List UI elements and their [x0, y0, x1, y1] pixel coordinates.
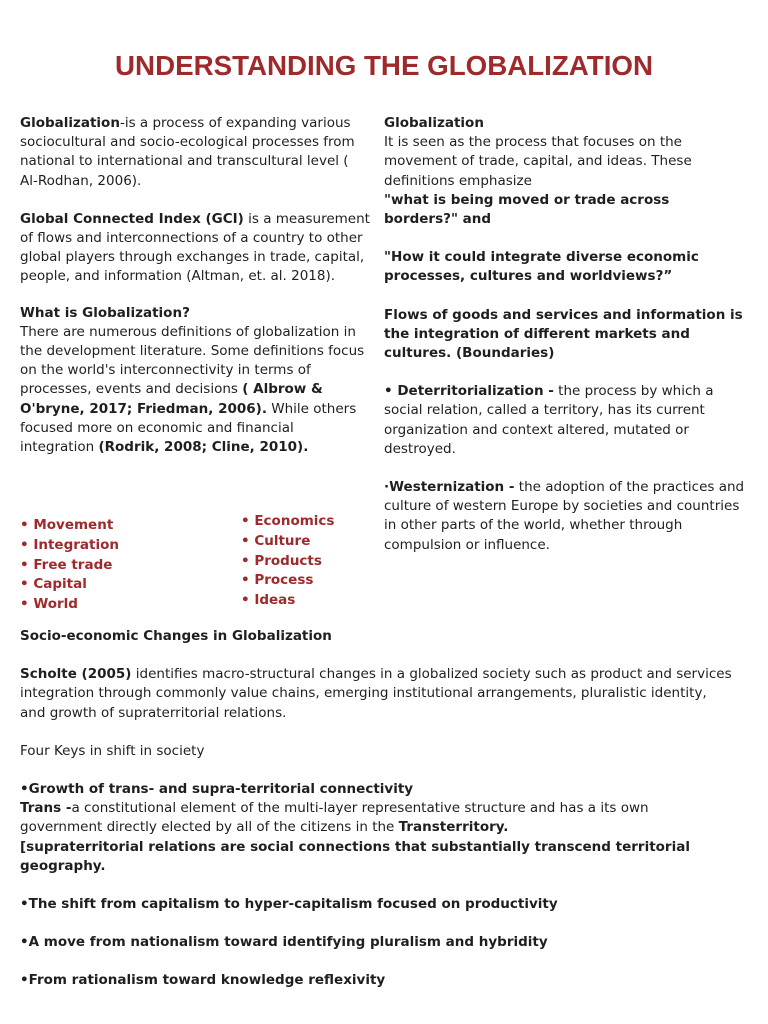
keyword-item: • Free trade: [20, 556, 113, 573]
section-heading: Globalization: [384, 115, 484, 131]
question-2: "How it could integrate diverse economic processes, cultures and worldviews?”: [384, 249, 699, 285]
keyword-list-b: [241, 512, 334, 611]
keyword-item: • Capital: [20, 576, 87, 593]
term-scholte: Scholte (2005): [20, 666, 132, 683]
key-3-para: [20, 933, 732, 952]
term-westernization: ·Westernization -: [384, 479, 515, 496]
supraterritorial-note: [supraterritorial relations are social connections that substantially transcend territorial geography.: [20, 838, 690, 874]
keyword-item: • Culture: [241, 532, 311, 549]
body-text: There are numerous definitions of globalization in the development literature. Some definitions focus on the world's interconnectivity in terms of processes, events and decisions: [20, 323, 365, 398]
keyword-item: • Movement: [20, 517, 114, 533]
key-4-para: [20, 971, 732, 990]
term-globalization: Globalization: [20, 115, 120, 131]
keyword-item: • Process: [241, 572, 314, 589]
definition-text: -is a process of expanding various sociocultural and socio-ecological processes from national to international and transcultural level ( Al-Rodhan, 2006).: [20, 115, 355, 189]
key-1: •Growth of trans- and supra-territorial connectivity: [20, 781, 414, 798]
westernization-para: [384, 478, 746, 555]
socio-economic-heading: [20, 627, 732, 646]
four-keys-intro: Four Keys in shift in society: [20, 742, 205, 759]
term-transterritory: Transterritory.: [398, 819, 509, 836]
keyword-item: • Ideas: [241, 592, 296, 609]
key-2-para: [20, 895, 732, 914]
question-1: "what is being moved or trade across borders?" and: [384, 191, 670, 228]
what-is-globalization: [20, 304, 370, 458]
page-title: UNDERSTANDING THE GLOBALIZATION: [115, 50, 653, 81]
key-1-para: [20, 780, 732, 876]
term-gci: Global Connected Index (GCI): [20, 210, 244, 227]
globalization-process: [384, 114, 746, 229]
body-text: a constitutional element of the multi-layer representative structure and has a its own government directly elected by all of the citizens in the: [20, 800, 649, 836]
body-text: While others focused more on economic and financial integration: [20, 400, 357, 456]
keyword-item: • World: [20, 596, 78, 613]
key-4: •From rationalism toward knowledge reflexivity: [20, 972, 386, 989]
body-text: It is seen as the process that focuses on the movement of trade, capital, and ideas. These definitions emphasize: [384, 134, 692, 189]
keyword-item: • Products: [241, 552, 322, 569]
flows-para: [384, 306, 746, 364]
question-2-para: [384, 248, 746, 286]
body-text: identifies macro-structural changes in a globalized society such as product and services integration through commonly value chains, emerging institutional arrangements, pluralistic identity, and growth of supraterritorial relations.: [20, 666, 732, 721]
right-column: [384, 114, 746, 555]
section-heading: What is Globalization?: [20, 304, 190, 321]
gci-definition: [20, 210, 370, 287]
term-trans: Trans -: [20, 800, 72, 817]
left-column: [20, 114, 370, 457]
scholte-para: [20, 665, 732, 723]
deterritorialization-para: [384, 382, 746, 459]
globalization-definition: [20, 114, 370, 191]
flows-statement: Flows of goods and services and information is the integration of different markets and cultures. (Boundaries): [384, 306, 743, 362]
citation: ( Albrow & O'bryne, 2017; Friedman, 2006).: [20, 381, 323, 417]
term-deterritorialization: • Deterritorialization -: [384, 383, 554, 400]
section-heading: Socio-economic Changes in Globalization: [20, 628, 332, 644]
keyword-list-a: [20, 516, 119, 615]
citation: (Rodrik, 2008; Cline, 2010).: [98, 439, 309, 456]
definition-text: is a measurement of flows and interconnections of a country to other global players through exchanges in trade, capital, people, and information (Altman, et. al. 2018).: [20, 210, 370, 285]
key-3: •A move from nationalism toward identifying pluralism and hybridity: [20, 934, 548, 951]
keyword-item: • Economics: [241, 513, 335, 529]
body-text: the process by which a social relation, called a territory, has its current organization and context altered, mutated or destroyed.: [384, 383, 714, 457]
bottom-section: [20, 627, 732, 991]
body-text: the adoption of the practices and culture of western Europe by societies and countries in other parts of the world, whether through compulsion or influence.: [384, 479, 745, 553]
keyword-item: • Integration: [20, 536, 119, 553]
key-2: •The shift from capitalism to hyper-capitalism focused on productivity: [20, 896, 558, 913]
